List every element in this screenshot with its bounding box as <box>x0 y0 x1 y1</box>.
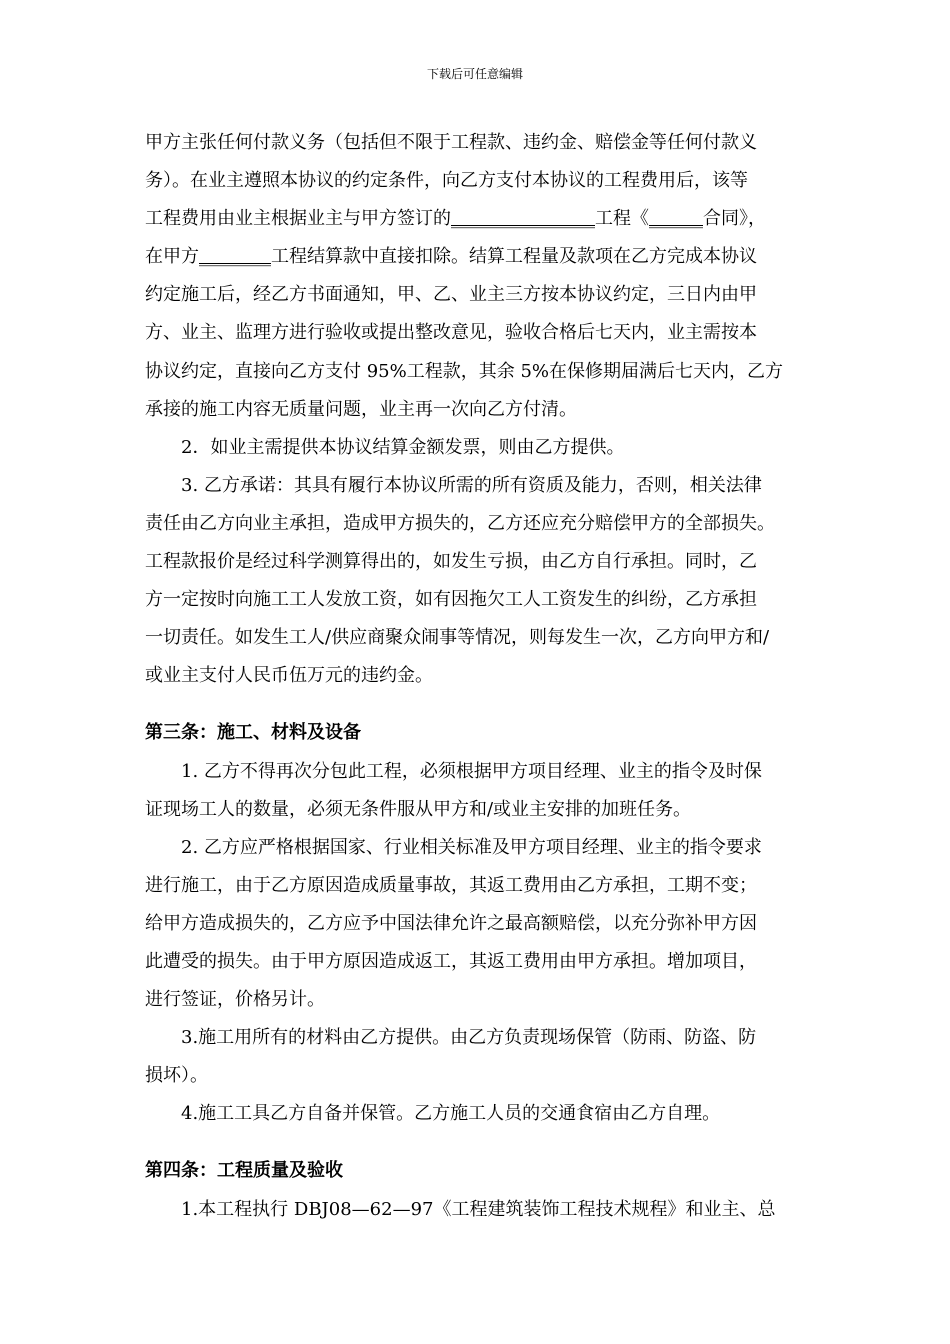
text-line: 工程款报价是经过科学测算得出的，如发生亏损，由乙方自行承担。同时，乙 <box>145 551 757 573</box>
blank-underline: ________________ <box>451 208 595 230</box>
page-header: 下载后可任意编辑 <box>426 67 523 81</box>
text-line: 一切责任。如发生工人/供应商聚众闹事等情况，则每发生一次，乙方向甲方和/ <box>145 627 770 649</box>
text-line: 责任由乙方向业主承担，造成甲方损失的，乙方还应充分赔偿甲方的全部损失。 <box>145 512 775 534</box>
text-run: 工程费用由业主根据业主与甲方签订的 <box>145 208 451 230</box>
text-line: 务）。在业主遵照本协议的约定条件，向乙方支付本协议的工程费用后，该等 <box>145 170 748 192</box>
text-line: 1. 乙方不得再次分包此工程，必须根据甲方项目经理、业主的指令及时保 <box>181 760 762 782</box>
text-line <box>145 238 810 276</box>
text-line: 此遭受的损失。由于甲方原因造成返工，其返工费用由甲方承担。增加项目， <box>145 950 757 972</box>
document-body <box>145 124 810 1229</box>
text-line: 损坏）。 <box>145 1065 208 1087</box>
text-line: 4.施工工具乙方自备并保管。乙方施工人员的交通食宿由乙方自理。 <box>181 1103 721 1125</box>
text-line: 2．如业主需提供本协议结算金额发票，则由乙方提供。 <box>181 436 625 458</box>
text-line: 或业主支付人民币伍万元的违约金。 <box>145 665 433 687</box>
blank-underline: ________ <box>199 246 271 268</box>
text-line: 约定施工后，经乙方书面通知，甲、乙、业主三方按本协议约定，三日内由甲 <box>145 284 757 306</box>
text-run: 工程结算款中直接扣除。结算工程量及款项在乙方完成本协议 <box>271 246 757 268</box>
paragraph-spacer <box>145 1133 810 1152</box>
text-line: 承接的施工内容无质量问题，业主再一次向乙方付清。 <box>145 398 577 420</box>
blank-underline: ______ <box>649 208 703 230</box>
paragraph-spacer <box>145 695 810 714</box>
text-line <box>145 200 810 238</box>
text-line: 方一定按时向施工工人发放工资，如有因拖欠工人工资发生的纠纷，乙方承担 <box>145 589 757 611</box>
text-line: 2. 乙方应严格根据国家、行业相关标准及甲方项目经理、业主的指令要求 <box>181 836 762 858</box>
text-line: 3. 乙方承诺：其具有履行本协议所需的所有资质及能力，否则，相关法律 <box>181 474 762 496</box>
text-line: 甲方主张任何付款义务（包括但不限于工程款、违约金、赔偿金等任何付款义 <box>145 132 757 153</box>
text-line: 方、业主、监理方进行验收或提出整改意见，验收合格后七天内，业主需按本 <box>145 322 757 344</box>
text-line: 协议约定，直接向乙方支付 95%工程款，其余 5%在保修期届满后七天内，乙方 <box>145 360 784 382</box>
text-line: 3.施工用所有的材料由乙方提供。由乙方负责现场保管（防雨、防盗、防 <box>181 1027 757 1049</box>
text-line: 给甲方造成损失的，乙方应予中国法律允许之最高额赔偿，以充分弥补甲方因 <box>145 912 757 934</box>
text-run: 在甲方 <box>145 246 199 268</box>
text-line: 进行施工，由于乙方原因造成质量事故，其返工费用由乙方承担，工期不变； <box>145 874 757 896</box>
text-run: 合同》， <box>703 208 766 230</box>
section-heading-4: 第四条：工程质量及验收 <box>145 1160 343 1182</box>
text-line: 证现场工人的数量，必须无条件服从甲方和/或业主安排的加班任务。 <box>145 798 692 820</box>
section-heading-3: 第三条：施工、材料及设备 <box>145 722 361 744</box>
text-run: 工程《 <box>595 208 649 230</box>
text-line: 1.本工程执行 DBJ08—62—97《工程建筑装饰工程技术规程》和业主、总 <box>181 1198 776 1220</box>
text-line: 进行签证，价格另计。 <box>145 989 325 1011</box>
